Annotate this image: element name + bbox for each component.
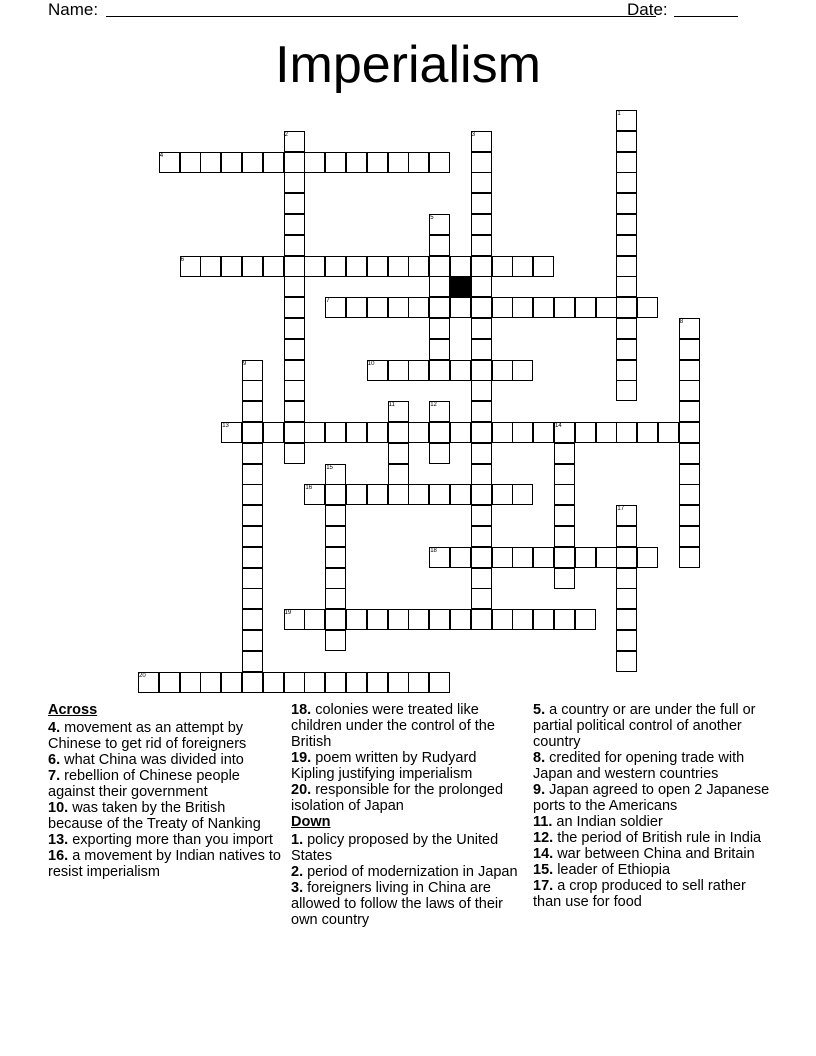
grid-cell[interactable] (325, 672, 346, 693)
clue-text: a country or are under the full or partial political control of another country (533, 702, 756, 750)
grid-cell[interactable] (616, 131, 637, 152)
clue-item (48, 720, 284, 752)
grid-cell[interactable] (159, 672, 180, 693)
grid-cell[interactable] (616, 630, 637, 651)
grid-cell[interactable] (616, 276, 637, 297)
grid-cell[interactable] (596, 422, 617, 443)
grid-cell[interactable] (284, 422, 305, 443)
grid-cell[interactable] (367, 256, 388, 277)
cell-number: 14 (555, 423, 562, 429)
grid-cell[interactable] (492, 484, 513, 505)
clues (0, 702, 816, 1002)
grid-cell[interactable] (575, 422, 596, 443)
grid-cell[interactable] (616, 172, 637, 193)
grid-cell[interactable] (429, 297, 450, 318)
clue-item (291, 880, 523, 928)
cell-number: 9 (243, 360, 247, 367)
grid-cell[interactable] (471, 526, 492, 547)
grid-cell[interactable] (408, 256, 429, 277)
clue-item (291, 750, 523, 782)
grid-cell[interactable] (471, 443, 492, 464)
clue-text: leader of Ethiopia (553, 862, 671, 878)
grid-cell[interactable] (325, 630, 346, 651)
grid-cell[interactable] (304, 256, 325, 277)
grid-cell[interactable] (554, 568, 575, 589)
clue-text: foreigners living in China are allowed to follow the laws of their own country (291, 880, 503, 928)
cell-number: 15 (326, 464, 333, 471)
grid-cell[interactable] (533, 297, 554, 318)
clue-number: 17. (533, 878, 554, 894)
clue-text: a crop produced to sell rather than use for food (533, 878, 746, 910)
grid-cell[interactable] (471, 568, 492, 589)
grid-cell[interactable] (429, 235, 450, 256)
grid-cell[interactable] (616, 380, 637, 401)
grid-cell[interactable] (616, 318, 637, 339)
cell-number: 16 (305, 485, 313, 492)
clue-text: poem written by Rudyard Kipling justifying imperialism (291, 750, 477, 782)
grid-cell[interactable] (408, 609, 429, 630)
cell-number: 10 (367, 360, 375, 367)
cell-number: 13 (222, 423, 229, 429)
clue-text: what China was divided into (60, 752, 244, 768)
grid-cell[interactable] (408, 297, 429, 318)
clue-text: credited for opening trade with Japan and western countries (533, 750, 745, 782)
grid-cell[interactable] (616, 193, 637, 214)
black-cell (450, 276, 471, 297)
grid-cell[interactable] (450, 422, 471, 443)
grid-cell[interactable] (471, 588, 492, 609)
clue-number: 12. (533, 830, 554, 846)
grid-cell[interactable] (367, 609, 388, 630)
grid-cell[interactable] (242, 422, 263, 443)
grid-cell[interactable] (284, 360, 305, 381)
grid-cell[interactable] (512, 360, 533, 381)
grid-cell[interactable] (180, 152, 201, 173)
grid-cell[interactable] (388, 672, 409, 693)
grid-cell[interactable] (325, 152, 346, 173)
grid-cell[interactable] (284, 172, 305, 193)
grid-cell[interactable] (533, 609, 554, 630)
grid-cell[interactable] (284, 214, 305, 235)
grid-cell[interactable] (554, 609, 575, 630)
grid-cell[interactable] (679, 401, 700, 422)
grid-cell[interactable] (325, 588, 346, 609)
grid-cell[interactable] (533, 547, 554, 568)
grid-cell[interactable] (596, 547, 617, 568)
grid-cell[interactable] (554, 297, 575, 318)
grid-cell[interactable] (242, 547, 263, 568)
grid-cell[interactable] (325, 256, 346, 277)
grid-cell[interactable] (242, 651, 263, 672)
grid-cell[interactable] (242, 401, 263, 422)
clue-text: the period of British rule in India (553, 830, 762, 846)
grid-cell[interactable] (471, 318, 492, 339)
clue-text: was taken by the British because of the Treaty of Nanking (48, 800, 261, 832)
grid-cell[interactable] (492, 360, 513, 381)
clue-number: 19. (291, 750, 312, 766)
grid-cell[interactable] (616, 256, 637, 277)
grid-cell[interactable] (221, 256, 242, 277)
grid-cell[interactable] (512, 547, 533, 568)
grid-cell[interactable] (284, 256, 305, 277)
grid-cell[interactable] (346, 484, 367, 505)
grid-cell[interactable] (429, 276, 450, 297)
clue-number: 7. (48, 768, 61, 784)
grid-cell[interactable] (408, 152, 429, 173)
grid-cell[interactable] (429, 256, 450, 277)
grid-cell[interactable] (325, 568, 346, 589)
grid-cell[interactable] (284, 672, 305, 693)
grid-cell[interactable] (284, 193, 305, 214)
clue-number: 5. (533, 702, 546, 718)
grid-cell[interactable] (554, 547, 575, 568)
grid-cell[interactable] (679, 547, 700, 568)
grid-cell[interactable] (408, 422, 429, 443)
grid-cell[interactable] (679, 464, 700, 485)
clue-text: colonies were treated like children under the control of the British (291, 702, 495, 750)
grid-cell[interactable] (679, 422, 700, 443)
clue-text: rebellion of Chinese people against their government (48, 768, 240, 800)
grid-cell[interactable] (512, 484, 533, 505)
grid-cell[interactable] (450, 297, 471, 318)
cell-number: 3 (471, 131, 476, 138)
clue-number: 16. (48, 848, 69, 864)
grid-cell[interactable] (242, 505, 263, 526)
grid-cell[interactable] (325, 484, 346, 505)
grid-cell[interactable] (616, 526, 637, 547)
grid-cell[interactable] (471, 339, 492, 360)
clue-item (291, 782, 523, 814)
grid-cell[interactable] (679, 526, 700, 547)
clue-number: 11. (533, 814, 553, 830)
grid-cell[interactable] (346, 422, 367, 443)
grid-cell[interactable] (492, 547, 513, 568)
name-label: Name: (48, 0, 99, 19)
clue-item (533, 702, 773, 750)
clue-item (48, 800, 284, 832)
grid-cell[interactable] (284, 276, 305, 297)
cell-number: 20 (139, 672, 146, 679)
grid-cell[interactable] (616, 588, 637, 609)
grid-cell[interactable] (242, 443, 263, 464)
grid-cell[interactable] (346, 152, 367, 173)
grid-cell[interactable] (346, 297, 367, 318)
grid-cell[interactable] (242, 464, 263, 485)
grid-cell[interactable] (263, 422, 284, 443)
grid-cell[interactable] (242, 568, 263, 589)
clue-number: 20. (291, 782, 312, 798)
grid-cell[interactable] (679, 360, 700, 381)
grid-cell[interactable] (367, 672, 388, 693)
grid-cell[interactable] (242, 380, 263, 401)
clue-number: 15. (533, 862, 554, 878)
grid-cell[interactable] (471, 547, 492, 568)
grid-cell[interactable] (263, 152, 284, 173)
clue-text: an Indian soldier (552, 814, 663, 830)
grid-cell[interactable] (325, 547, 346, 568)
grid-cell[interactable] (242, 609, 263, 630)
grid-cell[interactable] (325, 526, 346, 547)
grid-cell[interactable] (242, 588, 263, 609)
cell-number: 17 (617, 506, 625, 513)
grid-cell[interactable] (388, 152, 409, 173)
grid-cell[interactable] (429, 318, 450, 339)
grid-cell[interactable] (304, 609, 325, 630)
cell-number: 5 (430, 215, 434, 221)
grid-cell[interactable] (471, 193, 492, 214)
clue-number: 9. (533, 782, 546, 798)
grid-cell[interactable] (596, 297, 617, 318)
grid-cell[interactable] (575, 297, 596, 318)
grid-cell[interactable] (242, 630, 263, 651)
grid-cell[interactable] (284, 443, 305, 464)
clue-number: 4. (48, 720, 61, 736)
clue-item (533, 814, 773, 830)
clue-item (48, 832, 284, 848)
grid-cell[interactable] (284, 380, 305, 401)
grid-cell[interactable] (575, 609, 596, 630)
grid-cell[interactable] (637, 422, 658, 443)
grid-cell[interactable] (367, 152, 388, 173)
clue-text: policy proposed by the United States (291, 832, 499, 864)
grid-cell[interactable] (554, 443, 575, 464)
grid-cell[interactable] (471, 276, 492, 297)
grid-cell[interactable] (679, 505, 700, 526)
grid-cell[interactable] (554, 484, 575, 505)
grid-cell[interactable] (471, 214, 492, 235)
grid-cell[interactable] (346, 672, 367, 693)
clue-item (533, 830, 773, 846)
grid-cell[interactable] (471, 422, 492, 443)
grid-cell[interactable] (408, 484, 429, 505)
grid-cell[interactable] (492, 256, 513, 277)
grid-cell[interactable] (450, 484, 471, 505)
grid-cell[interactable] (471, 235, 492, 256)
grid-cell[interactable] (284, 152, 305, 173)
grid-cell[interactable] (471, 609, 492, 630)
grid-cell[interactable] (284, 235, 305, 256)
grid-cell[interactable] (554, 464, 575, 485)
grid-cell[interactable] (242, 672, 263, 693)
grid-cell[interactable] (450, 609, 471, 630)
grid-cell[interactable] (679, 443, 700, 464)
grid-cell[interactable] (554, 505, 575, 526)
grid-cell[interactable] (200, 152, 221, 173)
grid-cell[interactable] (367, 297, 388, 318)
grid-cell[interactable] (242, 484, 263, 505)
grid-cell[interactable] (429, 339, 450, 360)
across-heading: Across (48, 702, 98, 718)
grid-cell[interactable] (263, 256, 284, 277)
grid-cell[interactable] (471, 464, 492, 485)
clue-number: 6. (48, 752, 61, 768)
grid-cell[interactable] (200, 672, 221, 693)
clue-number: 13. (48, 832, 69, 848)
grid-cell[interactable] (429, 609, 450, 630)
cell-number: 1 (617, 111, 621, 117)
grid-cell[interactable] (679, 484, 700, 505)
clue-column-1 (48, 702, 284, 880)
clue-item (291, 702, 523, 750)
grid-cell[interactable] (450, 360, 471, 381)
clue-item (48, 848, 284, 880)
grid-cell[interactable] (492, 297, 513, 318)
grid-cell[interactable] (616, 339, 637, 360)
grid-cell[interactable] (429, 360, 450, 381)
grid-cell[interactable] (325, 505, 346, 526)
clue-item (533, 782, 773, 814)
grid-cell[interactable] (429, 443, 450, 464)
clue-item (533, 846, 773, 862)
grid-cell[interactable] (284, 401, 305, 422)
grid-cell[interactable] (325, 609, 346, 630)
grid-cell[interactable] (616, 609, 637, 630)
grid-cell[interactable] (471, 172, 492, 193)
grid-cell[interactable] (388, 422, 409, 443)
grid-cell[interactable] (679, 339, 700, 360)
grid-cell[interactable] (512, 256, 533, 277)
cell-number: 11 (388, 402, 395, 409)
grid-cell[interactable] (616, 568, 637, 589)
grid-cell[interactable] (616, 422, 637, 443)
grid-cell[interactable] (242, 152, 263, 173)
cell-number: 18 (430, 547, 437, 554)
grid-cell[interactable] (304, 422, 325, 443)
grid-cell[interactable] (637, 297, 658, 318)
clue-number: 18. (291, 702, 312, 718)
clue-text: movement as an attempt by Chinese to get rid of foreigners (48, 720, 247, 752)
clue-text: war between China and Britain (553, 846, 755, 862)
cell-number: 4 (159, 152, 164, 159)
page-title: Imperialism (275, 36, 541, 94)
grid-cell[interactable] (492, 422, 513, 443)
clue-item (533, 878, 773, 910)
grid-cell[interactable] (429, 422, 450, 443)
grid-cell[interactable] (637, 547, 658, 568)
grid-cell[interactable] (533, 422, 554, 443)
grid-cell[interactable] (616, 651, 637, 672)
grid-cell[interactable] (471, 297, 492, 318)
grid-cell[interactable] (512, 422, 533, 443)
grid-cell[interactable] (471, 505, 492, 526)
grid-cell[interactable] (388, 297, 409, 318)
grid-cell[interactable] (575, 547, 596, 568)
grid-cell[interactable] (533, 256, 554, 277)
grid-cell[interactable] (492, 609, 513, 630)
grid-cell[interactable] (304, 672, 325, 693)
clue-text: period of modernization in Japan (303, 864, 518, 880)
clue-number: 2. (291, 864, 304, 880)
clue-number: 1. (291, 832, 304, 848)
clue-item (291, 832, 523, 864)
grid-cell[interactable] (263, 672, 284, 693)
clue-number: 10. (48, 800, 69, 816)
cell-number: 8 (679, 319, 684, 325)
clue-item (48, 768, 284, 800)
grid-cell[interactable] (242, 526, 263, 547)
clue-item (533, 750, 773, 782)
clue-number: 14. (533, 846, 554, 862)
cell-number: 7 (326, 298, 330, 305)
grid-cell[interactable] (221, 672, 242, 693)
cell-number: 19 (284, 610, 292, 617)
grid-cell[interactable] (388, 443, 409, 464)
clue-text: Japan agreed to open 2 Japanese ports to the Americans (533, 782, 770, 814)
grid-cell[interactable] (284, 318, 305, 339)
grid-cell[interactable] (346, 256, 367, 277)
grid-cell[interactable] (616, 360, 637, 381)
grid-cell[interactable] (284, 339, 305, 360)
grid-cell[interactable] (180, 672, 201, 693)
grid-cell[interactable] (367, 484, 388, 505)
grid-cell[interactable] (679, 380, 700, 401)
grid-cell[interactable] (658, 422, 679, 443)
clue-text: responsible for the prolonged isolation of Japan (291, 782, 504, 814)
grid-cell[interactable] (284, 297, 305, 318)
clue-column-2 (291, 702, 523, 928)
grid-cell[interactable] (512, 609, 533, 630)
grid-cell[interactable] (429, 672, 450, 693)
clue-number: 8. (533, 750, 546, 766)
grid-cell[interactable] (388, 360, 409, 381)
clue-text: a movement by Indian natives to resist imperialism (48, 848, 281, 880)
grid-cell[interactable] (408, 360, 429, 381)
grid-cell[interactable] (450, 256, 471, 277)
grid-cell[interactable] (367, 422, 388, 443)
grid-cell[interactable] (242, 256, 263, 277)
clue-column-3 (533, 702, 773, 910)
grid-cell[interactable] (221, 152, 242, 173)
down-heading: Down (291, 814, 331, 830)
clue-item (291, 864, 523, 880)
clue-item (533, 862, 773, 878)
grid-cell[interactable] (200, 256, 221, 277)
grid-cell[interactable] (616, 152, 637, 173)
grid-cell[interactable] (471, 152, 492, 173)
grid-cell[interactable] (388, 464, 409, 485)
grid-cell[interactable] (450, 547, 471, 568)
grid-cell[interactable] (471, 401, 492, 422)
grid-cell[interactable] (388, 256, 409, 277)
clue-item (48, 752, 284, 768)
grid-cell[interactable] (471, 380, 492, 401)
grid-cell[interactable] (471, 484, 492, 505)
grid-cell[interactable] (554, 526, 575, 547)
cell-number: 2 (284, 131, 288, 138)
cell-number: 12 (430, 402, 437, 409)
date-label: Date: (627, 0, 668, 19)
grid-cell[interactable] (616, 214, 637, 235)
clue-text: exporting more than you import (68, 832, 273, 848)
grid-cell[interactable] (325, 422, 346, 443)
grid-cell[interactable] (512, 297, 533, 318)
grid-cell[interactable] (471, 256, 492, 277)
grid-cell[interactable] (346, 609, 367, 630)
grid-cell[interactable] (304, 152, 325, 173)
cell-number: 6 (180, 256, 184, 263)
grid-cell[interactable] (429, 152, 450, 173)
grid-cell[interactable] (408, 672, 429, 693)
grid-cell[interactable] (616, 235, 637, 256)
grid-cell[interactable] (616, 547, 637, 568)
grid-cell[interactable] (616, 297, 637, 318)
clue-number: 3. (291, 880, 304, 896)
grid-cell[interactable] (429, 484, 450, 505)
grid-cell[interactable] (388, 484, 409, 505)
grid-cell[interactable] (388, 609, 409, 630)
grid-cell[interactable] (471, 360, 492, 381)
